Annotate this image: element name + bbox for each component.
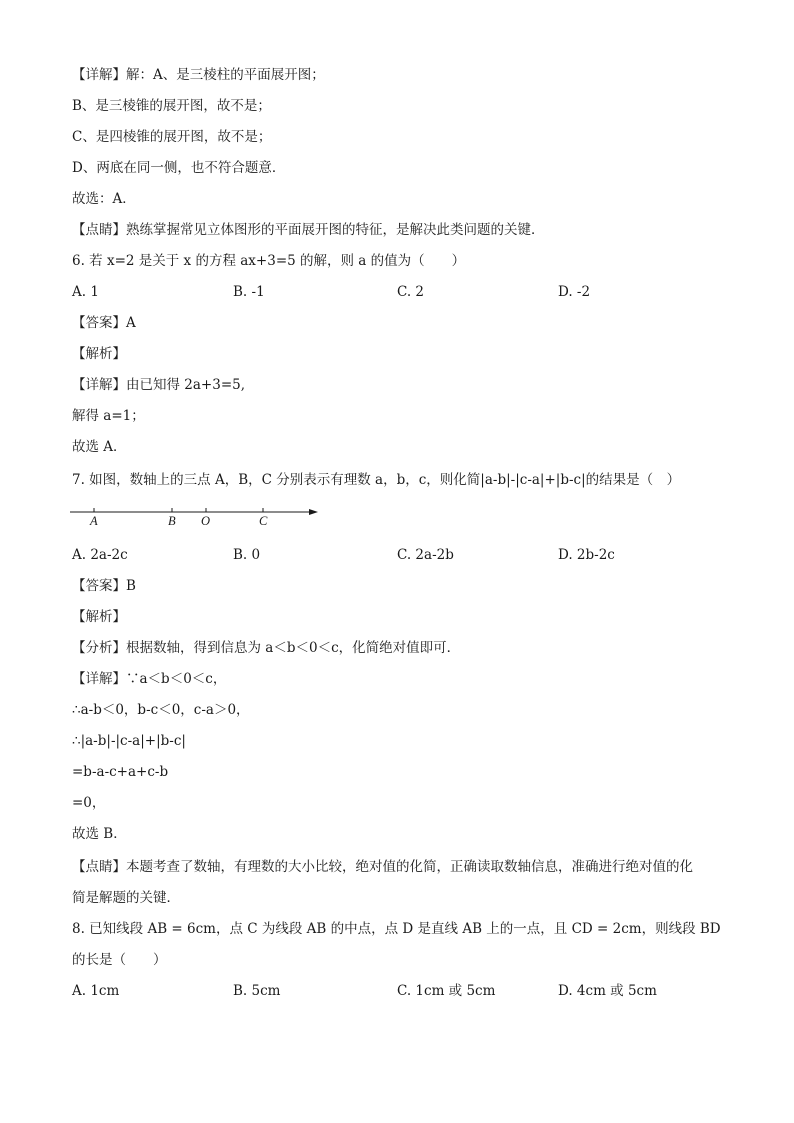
q7-analyze: 【分析】根据数轴，得到信息为 a＜b＜0＜c，化简绝对值即可． bbox=[72, 640, 461, 656]
question-7-stem: 7. 如图，数轴上的三点 A，B，C 分别表示有理数 a，b，c，则化简|a-b|-|c-a|+|b-c|的结果是（ ） bbox=[72, 472, 681, 488]
q6-analysis-heading: 【解析】 bbox=[72, 346, 126, 362]
q7-option-b: B. 0 bbox=[233, 547, 261, 563]
q7-answer: 【答案】B bbox=[72, 578, 136, 594]
q8-option-c: C. 1cm 或 5cm bbox=[397, 983, 496, 999]
q7-analysis-heading: 【解析】 bbox=[72, 609, 126, 625]
q8-option-a: A. 1cm bbox=[72, 983, 120, 999]
label-b: B bbox=[168, 514, 176, 528]
choice-line: 故选：A． bbox=[72, 191, 136, 207]
q7-option-d: D. 2b-2c bbox=[558, 547, 615, 563]
q7-step: ∴|a-b|-|c-a|+|b-c| bbox=[72, 733, 186, 749]
q6-choice: 故选 A． bbox=[72, 439, 127, 455]
explanation-line: D、两底在同一侧，也不符合题意． bbox=[72, 160, 286, 176]
question-6-stem: 6. 若 x=2 是关于 x 的方程 ax+3=5 的解，则 a 的值为（ ） bbox=[72, 253, 466, 269]
q6-answer: 【答案】A bbox=[72, 315, 136, 331]
q7-comment-cont: 简是解题的关键． bbox=[72, 890, 180, 906]
label-a: A bbox=[90, 514, 98, 528]
q6-option-b: B. -1 bbox=[233, 284, 265, 300]
q7-step: ∴a-b＜0，b-c＜0，c-a＞0， bbox=[72, 702, 250, 718]
q7-choice: 故选 B． bbox=[72, 826, 127, 842]
q6-option-a: A. 1 bbox=[72, 284, 99, 300]
q6-option-d: D. -2 bbox=[558, 284, 591, 300]
q8-option-b: B. 5cm bbox=[233, 983, 281, 999]
number-line-figure bbox=[66, 500, 326, 530]
explanation-line: B、是三棱锥的展开图，故不是； bbox=[72, 98, 271, 114]
q7-option-c: C. 2a-2b bbox=[397, 547, 454, 563]
q7-step: =0， bbox=[72, 795, 106, 811]
explanation-line: C、是四棱锥的展开图，故不是； bbox=[72, 129, 272, 145]
q7-option-a: A. 2a-2c bbox=[72, 547, 128, 563]
label-o: O bbox=[201, 514, 211, 528]
q8-option-d: D. 4cm 或 5cm bbox=[558, 983, 657, 999]
number-line-arrow bbox=[309, 509, 318, 515]
comment-line: 【点睛】熟练掌握常见立体图形的平面展开图的特征，是解决此类问题的关键． bbox=[72, 222, 545, 238]
detail-line: 【详解】解：A、是三棱柱的平面展开图； bbox=[72, 67, 325, 83]
q7-step: =b-a-c+a+c-b bbox=[72, 764, 169, 780]
label-c: C bbox=[259, 514, 268, 528]
q6-solve: 解得 a=1； bbox=[72, 408, 145, 424]
q7-detail: 【详解】∵a＜b＜0＜c， bbox=[72, 671, 227, 687]
question-8-stem: 8. 已知线段 AB = 6cm，点 C 为线段 AB 的中点，点 D 是直线 AB 上的一点，且 CD = 2cm，则线段 BD bbox=[72, 921, 721, 937]
q6-option-c: C. 2 bbox=[397, 284, 425, 300]
q6-detail: 【详解】由已知得 2a+3=5, bbox=[72, 377, 246, 393]
question-8-stem-cont: 的长是（ ） bbox=[72, 952, 167, 968]
q7-comment: 【点睛】本题考查了数轴，有理数的大小比较，绝对值的化简，正确读取数轴信息，准确进行绝对值的化 bbox=[72, 859, 693, 875]
